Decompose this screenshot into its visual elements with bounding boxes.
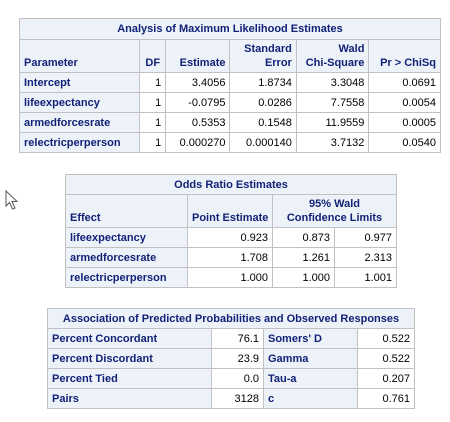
odds-ratio-estimates-table [65, 174, 397, 288]
column-header-point-estimate: Point Estimate [188, 195, 273, 228]
mouse-pointer-icon [5, 190, 19, 210]
statistic-value: 0.207 [358, 369, 415, 389]
column-header-estimate: Estimate [166, 40, 230, 73]
statistic-label: Somers' D [264, 329, 358, 349]
column-header-confidence-limits: 95% Wald Confidence Limits [273, 195, 397, 228]
column-header-wald-chi-square: Wald Chi-Square [296, 40, 369, 73]
statistic-value: 0.522 [358, 349, 415, 369]
lower-limit-value: 1.000 [273, 268, 335, 288]
std-error-value: 0.1548 [230, 113, 296, 133]
table-row [48, 349, 415, 369]
statistic-value: 0.522 [358, 329, 415, 349]
table-row [20, 113, 441, 133]
table-row [20, 73, 441, 93]
wald-value: 11.9559 [296, 113, 369, 133]
table-row [48, 369, 415, 389]
wald-value: 7.7558 [296, 93, 369, 113]
statistic-value: 0.761 [358, 389, 415, 409]
statistic-label: Gamma [264, 349, 358, 369]
std-error-value: 0.000140 [230, 133, 296, 153]
association-table [47, 308, 415, 409]
estimate-value: 0.5353 [166, 113, 230, 133]
df-value: 1 [140, 113, 166, 133]
effect-name: relectricperperson [66, 268, 188, 288]
statistic-value: 76.1 [212, 329, 264, 349]
table-row [48, 389, 415, 409]
point-estimate-value: 0.923 [188, 228, 273, 248]
table-title: Odds Ratio Estimates [66, 175, 397, 195]
df-value: 1 [140, 93, 166, 113]
effect-name: lifeexpectancy [66, 228, 188, 248]
wald-value: 3.3048 [296, 73, 369, 93]
lower-limit-value: 0.873 [273, 228, 335, 248]
table-row [66, 268, 397, 288]
lower-limit-value: 1.261 [273, 248, 335, 268]
wald-value: 3.7132 [296, 133, 369, 153]
effect-name: armedforcesrate [66, 248, 188, 268]
parameter-name: relectricperperson [20, 133, 140, 153]
df-value: 1 [140, 73, 166, 93]
df-value: 1 [140, 133, 166, 153]
std-error-value: 1.8734 [230, 73, 296, 93]
upper-limit-value: 1.001 [335, 268, 397, 288]
column-header-p-value: Pr > ChiSq [369, 40, 441, 73]
column-header-standard-error: Standard Error [230, 40, 296, 73]
estimate-value: -0.0795 [166, 93, 230, 113]
statistic-label: Percent Tied [48, 369, 212, 389]
upper-limit-value: 2.313 [335, 248, 397, 268]
statistic-label: Tau-a [264, 369, 358, 389]
parameter-name: lifeexpectancy [20, 93, 140, 113]
statistic-label: c [264, 389, 358, 409]
table-row [20, 133, 441, 153]
statistic-value: 3128 [212, 389, 264, 409]
std-error-value: 0.0286 [230, 93, 296, 113]
column-header-df: DF [140, 40, 166, 73]
p-value: 0.0054 [369, 93, 441, 113]
max-likelihood-estimates-table [19, 18, 441, 153]
table-row [66, 228, 397, 248]
table-title: Analysis of Maximum Likelihood Estimates [20, 19, 441, 40]
table-row [48, 329, 415, 349]
estimate-value: 0.000270 [166, 133, 230, 153]
table-title: Association of Predicted Probabilities and Observed Responses [48, 309, 415, 329]
parameter-name: armedforcesrate [20, 113, 140, 133]
table-row [66, 248, 397, 268]
p-value: 0.0540 [369, 133, 441, 153]
column-header-effect: Effect [66, 195, 188, 228]
point-estimate-value: 1.708 [188, 248, 273, 268]
statistic-label: Percent Concordant [48, 329, 212, 349]
statistic-value: 0.0 [212, 369, 264, 389]
parameter-name: Intercept [20, 73, 140, 93]
statistic-value: 23.9 [212, 349, 264, 369]
upper-limit-value: 0.977 [335, 228, 397, 248]
p-value: 0.0005 [369, 113, 441, 133]
table-row [20, 93, 441, 113]
estimate-value: 3.4056 [166, 73, 230, 93]
statistic-label: Pairs [48, 389, 212, 409]
point-estimate-value: 1.000 [188, 268, 273, 288]
statistic-label: Percent Discordant [48, 349, 212, 369]
p-value: 0.0691 [369, 73, 441, 93]
column-header-parameter: Parameter [20, 40, 140, 73]
